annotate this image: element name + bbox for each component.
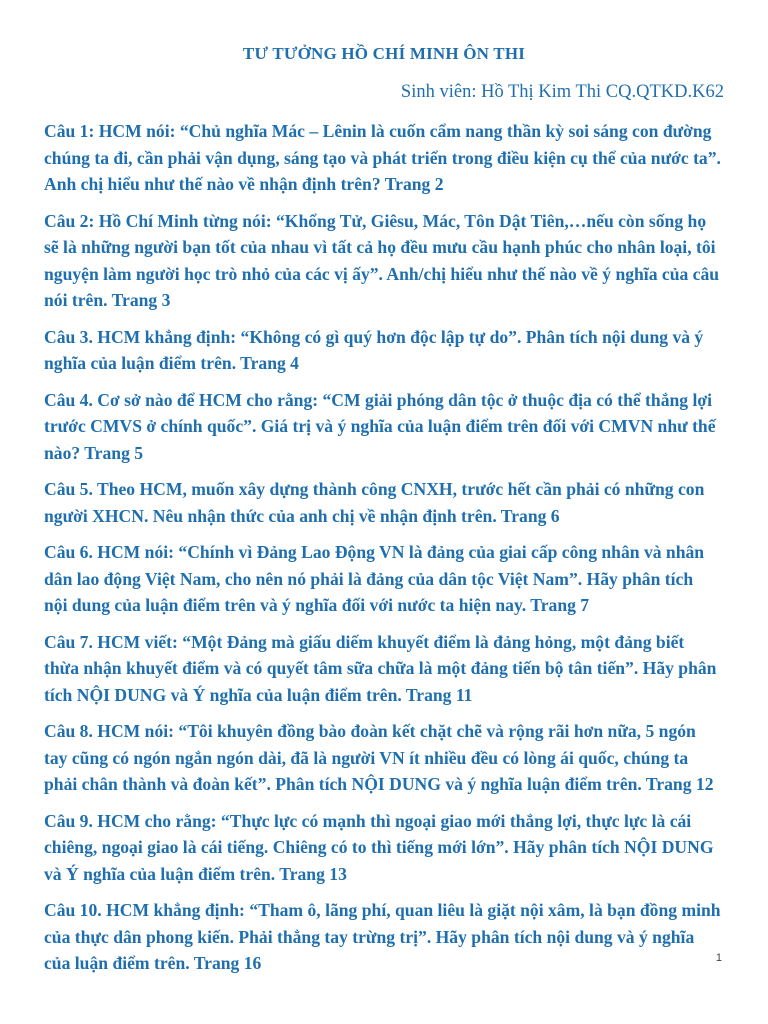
question-10: Câu 10. HCM khẳng định: “Tham ô, lãng phí, quan liêu là giặt nội xâm, là bạn đồng minh của thực dân phong kiến. Phải thẳng tay trừng trị”. Hãy phân tích nội dung và ý nghĩa của luận điểm trên. Trang 16	[44, 900, 721, 973]
question-8: Câu 8. HCM nói: “Tôi khuyên đồng bào đoàn kết chặt chẽ và rộng rãi hơn nữa, 5 ngón tay cũng có ngón ngắn ngón dài, đã là người VN ít nhiều đều có lòng ái quốc, chúng ta phải chân thành và đoàn kết”. Phân tích NỘI DUNG và ý nghĩa luận điểm trên. Trang 12	[44, 721, 714, 794]
question-4: Câu 4. Cơ sở nào để HCM cho rằng: “CM giải phóng dân tộc ở thuộc địa có thể thắng lợi trước CMVS ở chính quốc”. Giá trị và ý nghĩa của luận điểm trên đối với CMVN như thế nào? Trang 5	[44, 389, 716, 463]
document-title: TƯ TƯỞNG HỒ CHÍ MINH ÔN THI	[242, 44, 526, 63]
page-number: 1	[715, 952, 722, 964]
question-3: Câu 3. HCM khẳng định: “Không có gì quý hơn độc lập tự do”. Phân tích nội dung và ý nghĩa của luận điểm trên. Trang 4	[44, 326, 704, 373]
question-7: Câu 7. HCM viết: “Một Đảng mà giấu diếm khuyết điểm là đảng hỏng, một đảng biết thừa nhận khuyết điểm và có quyết tâm sữa chữa là một đảng tiến bộ tân tiến”. Hãy phân tích NỘI DUNG và Ý nghĩa của luận điểm trên. Trang 11	[44, 631, 717, 705]
question-1: Câu 1: HCM nói: “Chủ nghĩa Mác – Lênin là cuốn cẩm nang thần kỳ soi sáng con đường chúng ta đi, cần phải vận dụng, sáng tạo và phát triển trong điều kiện cụ thể của nước ta”. Anh chị hiểu như thế nào về nhận định trên? Trang 2	[44, 121, 721, 194]
question-5: Câu 5. Theo HCM, muốn xây dựng thành công CNXH, trước hết cần phải có những con người XHCN. Nêu nhận thức của anh chị về nhận định trên. Trang 6	[44, 479, 705, 526]
question-2: Câu 2: Hồ Chí Minh từng nói: “Khổng Tử, Giêsu, Mác, Tôn Dật Tiên,…nếu còn sống họ sẽ là những người bạn tốt của nhau vì tất cả họ đều mưu cầu hạnh phúc cho nhân loại, tôi nguyện làm người học trò nhỏ của các vị ấy”. Anh/chị hiểu như thế nào về ý nghĩa của câu nói trên. Trang 3	[44, 210, 720, 310]
question-6: Câu 6. HCM nói: “Chính vì Đảng Lao Động VN là đảng của giai cấp công nhân và nhân dân lao động Việt Nam, cho nên nó phải là đảng của dân tộc Việt Nam”. Hãy phân tích nội dung của luận điểm trên và ý nghĩa đối với nước ta hiện nay. Trang 7	[44, 542, 705, 615]
question-9: Câu 9. HCM cho rằng: “Thực lực có mạnh thì ngoại giao mới thắng lợi, thực lực là cái chiêng, ngoại giao là cái tiếng. Chiêng có to thì tiếng mới lớn”. Hãy phân tích NỘI DUNG và Ý nghĩa của luận điểm trên. Trang 13	[44, 810, 714, 884]
question-list	[44, 118, 734, 987]
student-info: Sinh viên: Hồ Thị Kim Thi CQ.QTKD.K62	[400, 82, 724, 102]
